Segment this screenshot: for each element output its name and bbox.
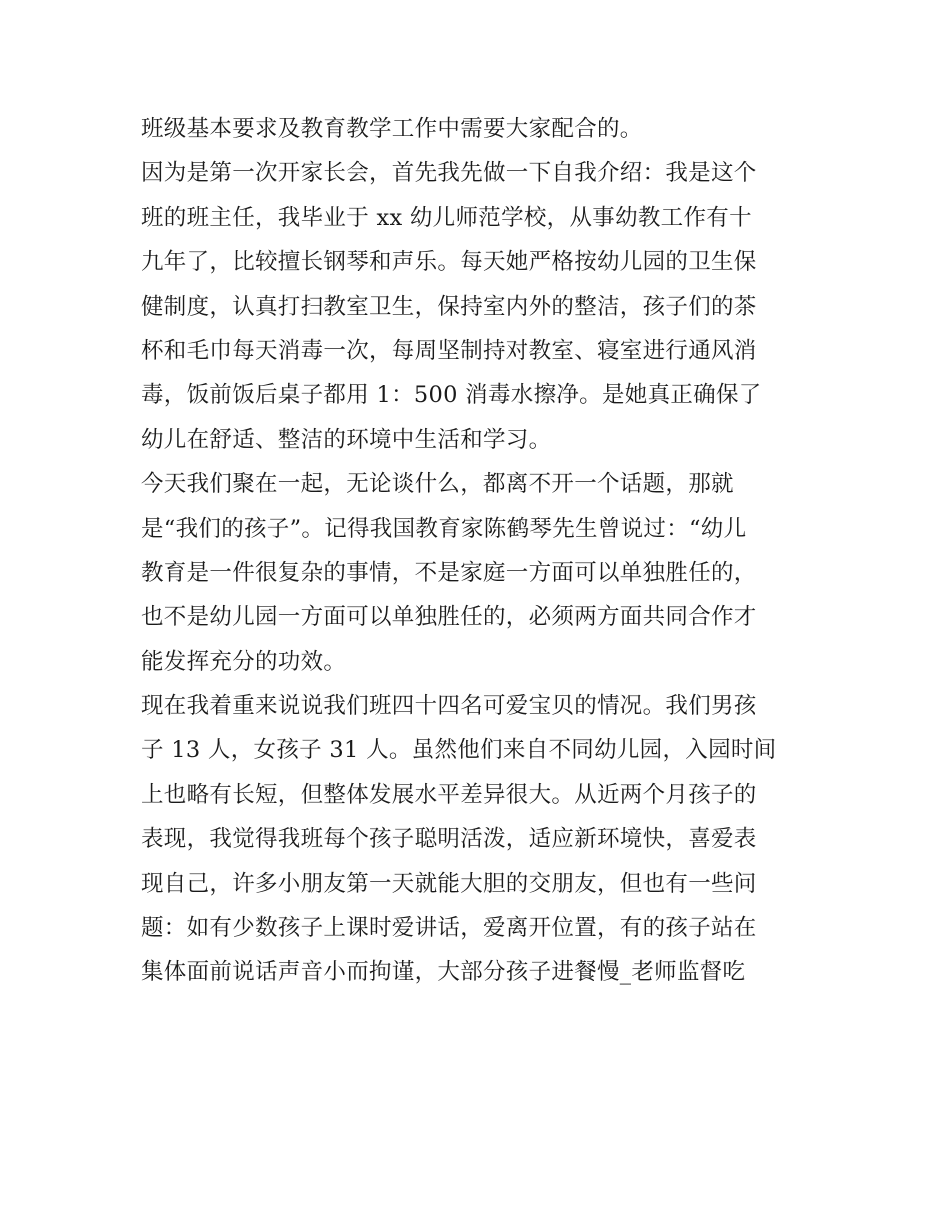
text-line: 是“我们的孩子”。记得我国教育家陈鹤琴先生曾说过：“幼儿 <box>141 515 747 542</box>
text-line: 班的班主任，我毕业于 xx 幼儿师范学校，从事幼教工作有十 <box>141 204 752 231</box>
text-line: 上也略有长短，但整体发展水平差异很大。从近两个月孩子的 <box>141 781 757 808</box>
text-line: 题：如有少数孩子上课时爱讲话，爱离开位置，有的孩子站在 <box>141 915 757 942</box>
text-line: 因为是第一次开家长会，首先我先做一下自我介绍：我是这个 <box>141 160 757 187</box>
text-line: 健制度，认真打扫教室卫生，保持室内外的整洁，孩子们的茶 <box>141 293 757 320</box>
text-line: 能发挥充分的功效。 <box>141 648 347 675</box>
text-line: 杯和毛巾每天消毒一次，每周坚制持对教室、寝室进行通风消 <box>141 337 757 364</box>
text-line: 子 13 人，女孩子 31 人。虽然他们来自不同幼儿园，入园时间 <box>141 737 777 764</box>
text-line: 也不是幼儿园一方面可以单独胜任的，必须两方面共同合作才 <box>141 604 757 631</box>
text-line: 今天我们聚在一起，无论谈什么，都离不开一个话题，那就 <box>141 471 734 498</box>
document-body <box>141 107 821 995</box>
text-line: 幼儿在舒适、整洁的环境中生活和学习。 <box>141 426 552 453</box>
text-line: 现在我着重来说说我们班四十四名可爱宝贝的情况。我们男孩 <box>141 693 757 720</box>
text-line: 集体面前说话声音小而拘谨，大部分孩子进餐慢_老师监督吃 <box>141 959 746 986</box>
text-line: 教育是一件很复杂的事情，不是家庭一方面可以单独胜任的， <box>141 559 757 586</box>
text-line: 表现，我觉得我班每个孩子聪明活泼，适应新环境快，喜爱表 <box>141 826 757 853</box>
text-line: 班级基本要求及教育教学工作中需要大家配合的。 <box>141 116 643 142</box>
text-line: 现自己，许多小朋友第一天就能大胆的交朋友，但也有一些问 <box>141 870 757 897</box>
text-line: 毒，饭前饭后桌子都用 1：500 消毒水擦净。是她真正确保了 <box>141 382 762 409</box>
text-line: 九年了，比较擅长钢琴和声乐。每天她严格按幼儿园的卫生保 <box>141 249 757 276</box>
